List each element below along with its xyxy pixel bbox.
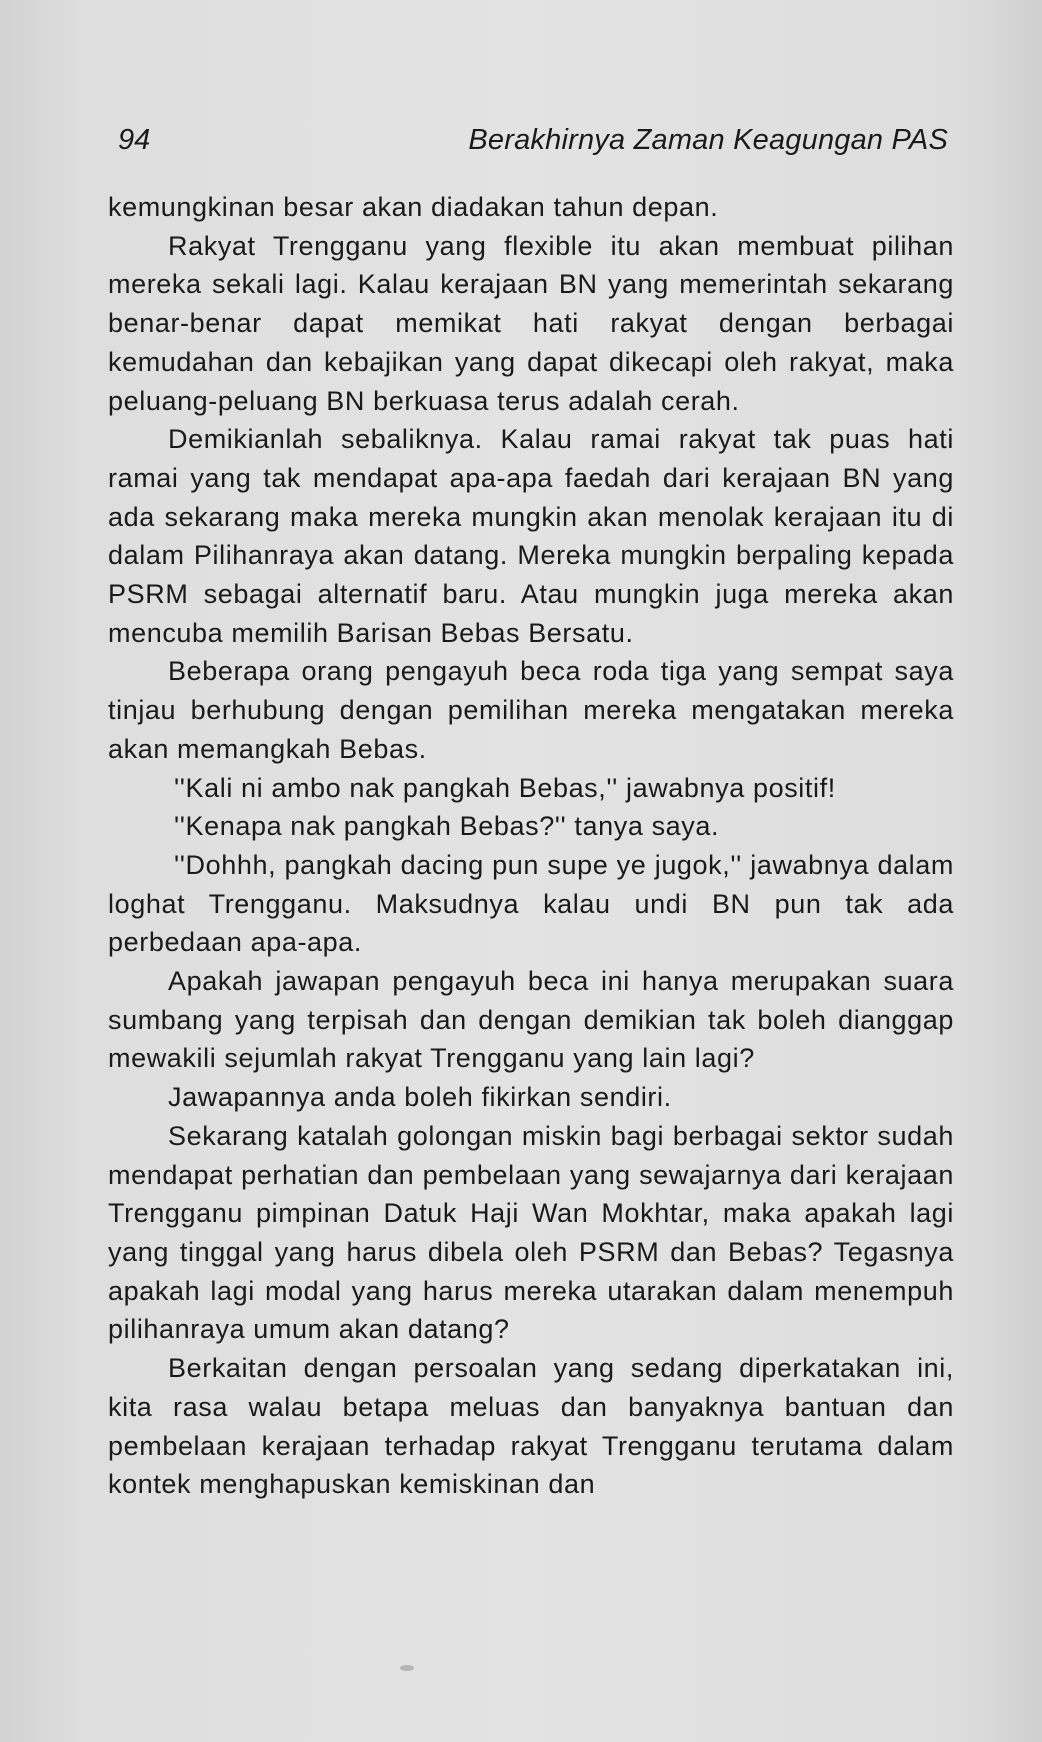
paragraph: Berkaitan dengan persoalan yang sedang diperkatakan ini, kita rasa walau betapa meluas dan banyaknya bantuan dan pembelaan kerajaan terhadap rakyat Trengganu terutama dalam kontek menghapuskan kemiskinan dan <box>108 1353 954 1500</box>
paragraph: Sekarang katalah golongan miskin bagi berbagai sektor sudah mendapat perhatian dan pembelaan yang sewajarnya dari kerajaan Trengganu pimpinan Datuk Haji Wan Mokhtar, maka apakah lagi yang tinggal yang harus dibela oleh PSRM dan Bebas? Tegasnya apakah lagi modal yang harus mereka utarakan dalam menempuh pilihanraya umum akan datang? <box>108 1120 954 1345</box>
dialogue-line: ''Kenapa nak pangkah Bebas?'' tanya saya. <box>174 811 720 842</box>
paragraph: Apakah jawapan pengayuh beca ini hanya merupakan suara sumbang yang terpisah dan dengan demikian tak boleh dianggap mewakili sejumlah rakyat Trengganu yang lain lagi? <box>108 966 954 1074</box>
paragraph: Demikianlah sebaliknya. Kalau ramai rakyat tak puas hati ramai yang tak mendapat apa-apa faedah dari kerajaan BN yang ada sekarang maka mereka mungkin akan menolak kerajaan itu di dalam Pilihanraya akan datang. Mereka mungkin berpaling kepada PSRM sebagai alternatif baru. Atau mungkin juga mereka akan mencuba memilih Barisan Bebas Bersatu. <box>108 424 954 648</box>
page-header <box>118 124 948 164</box>
running-title: Berakhirnya Zaman Keagungan PAS <box>468 124 948 156</box>
paragraph: Beberapa orang pengayuh beca roda tiga yang sempat saya tinjau berhubung dengan pemilihan mereka mengatakan mereka akan memangkah Bebas. <box>108 656 954 764</box>
paragraph: Jawapannya anda boleh fikirkan sendiri. <box>168 1082 672 1113</box>
paragraph-continuation: kemungkinan besar akan diadakan tahun depan. <box>108 192 719 222</box>
dialogue-line: ''Dohhh, pangkah dacing pun supe ye jugok,'' jawabnya dalam loghat Trengganu. Maksudnya kalau undi BN pun tak ada perbedaan apa-apa. <box>108 849 954 958</box>
paragraph: Rakyat Trengganu yang flexible itu akan membuat pilihan mereka sekali lagi. Kalau kerajaan BN yang memerintah sekarang benar-benar dapat memikat hati rakyat dengan berbagai kemudahan dan kebajikan yang dapat dikecapi oleh rakyat, maka peluang-peluang BN berkuasa terus adalah cerah. <box>108 230 954 416</box>
body-text <box>108 188 954 1504</box>
print-smudge <box>400 1665 414 1671</box>
page-number: 94 <box>118 124 151 156</box>
dialogue-line: ''Kali ni ambo nak pangkah Bebas,'' jawabnya positif! <box>174 772 836 803</box>
